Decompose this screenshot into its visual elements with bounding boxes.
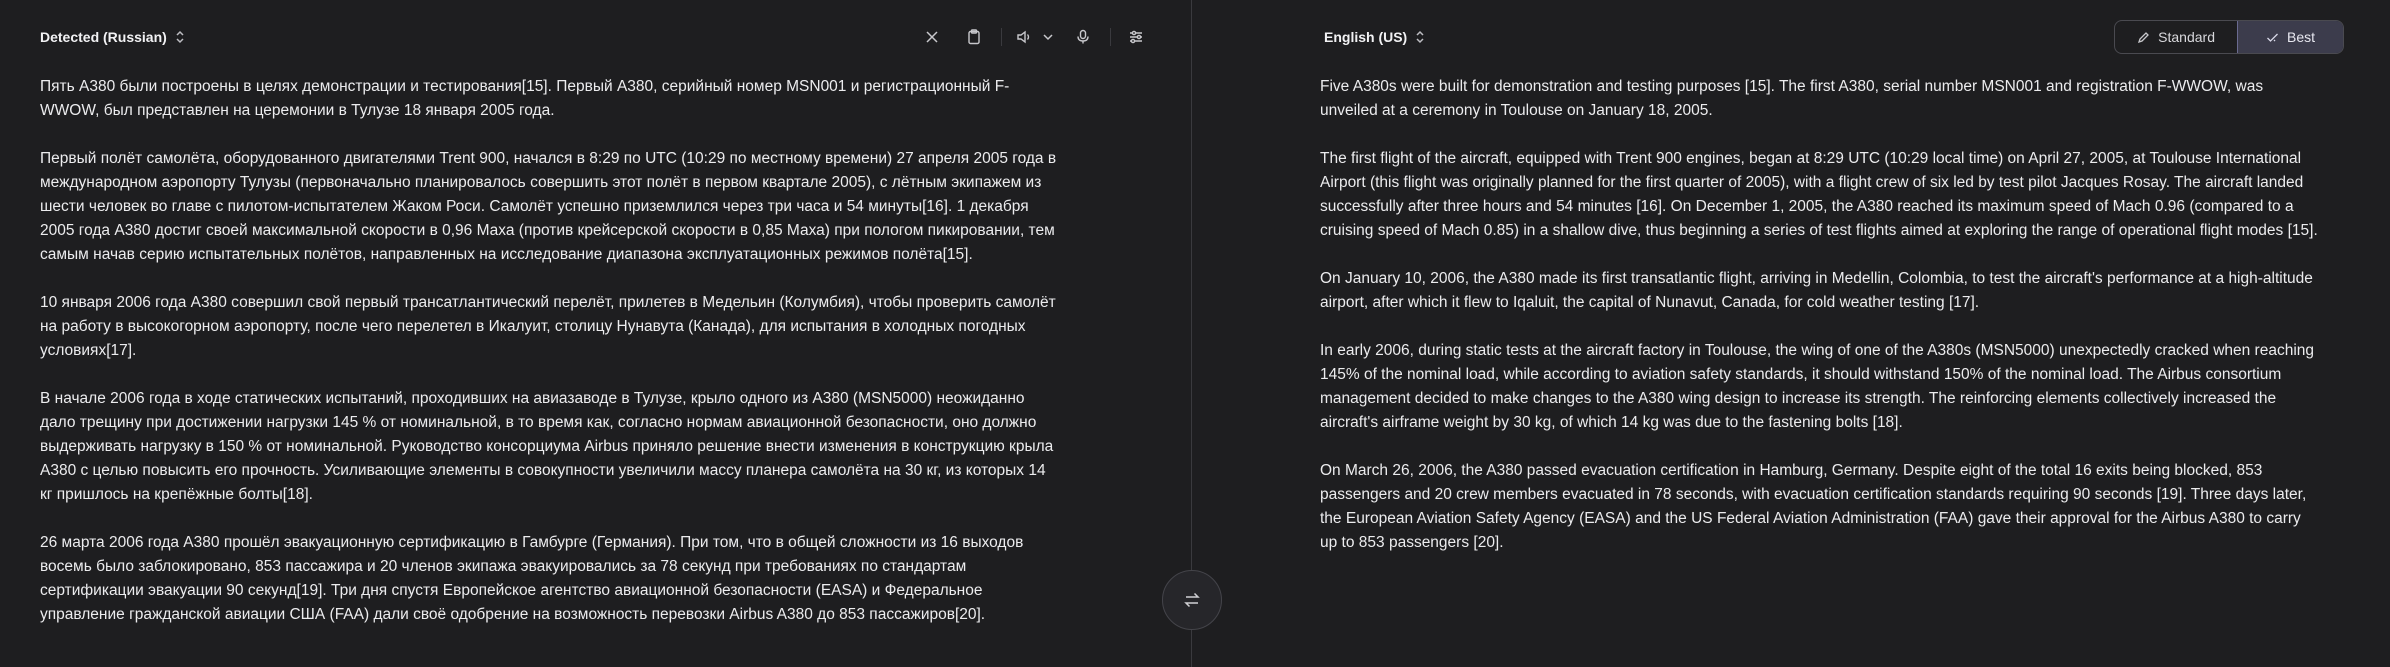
source-paragraph: 26 марта 2006 года A380 прошёл эвакуационную сертификацию в Гамбурге (Германия). При том, что в общей сложности из 16 выходов восемь было заблокировано, 853 пассажира и 20 членов экипажа эвакуировались за 78 секунд при требованиях по стандартам сертификации эвакуации 90 секунд[19]. Три дня спустя Европейское агентство авиационной безопасности (EASA) и Федеральное управление гражданской авиации США (FAA) дали своё одобрение на возможность перевозки Airbus A380 до 853 пассажиров[20].: [40, 534, 1024, 623]
microphone-button[interactable]: [1066, 22, 1100, 52]
target-language-select[interactable]: [1324, 29, 1425, 45]
clear-text-button[interactable]: [915, 22, 949, 52]
swap-arrows-icon: [1181, 589, 1203, 611]
speaker-icon: [1015, 28, 1033, 46]
copy-button[interactable]: [957, 22, 991, 52]
toolbar-divider: [1110, 28, 1111, 46]
target-header: [1324, 17, 1425, 57]
quality-mode-toggle: [2114, 20, 2344, 54]
toolbar-divider: [1001, 28, 1002, 46]
source-text-area[interactable]: [40, 75, 1060, 651]
voice-options-dropdown[interactable]: [1038, 22, 1058, 52]
source-paragraph: Пять A380 были построены в целях демонстрации и тестирования[15]. Первый A380, серийный номер MSN001 и регистрационный F-WWOW, был представлен на церемонии в Тулузе 18 января 2005 года.: [40, 78, 1010, 119]
settings-button[interactable]: [1119, 22, 1153, 52]
target-language-label: English (US): [1324, 29, 1408, 45]
source-pane: [0, 0, 1191, 667]
sparkle-check-icon: [2266, 31, 2279, 44]
source-paragraph: Первый полёт самолёта, оборудованного двигателями Trent 900, начался в 8:29 по UTC (10:29 по местному времени) 27 апреля 2005 года в международном аэропорту Тулузы (первоначально планировалось совершить этот полёт в первом квартале 2005), с лётным экипажем из шести человек во главе с пилотом-испытателем Жаком Роси. Самолёт успешно приземлился через три часа и 54 минуты[16]. 1 декабря 2005 года A380 достиг своей максимальной скорости в 0,96 Маха (против крейсерской скорости в 0,85 Маха) при пологом пикировании, тем самым начав серию испытательных полётов, направленных на исследование диапазона эксплуатационных режимов полёта[15].: [40, 150, 1057, 263]
chevron-up-down-icon: [1415, 29, 1425, 45]
clipboard-icon: [965, 28, 983, 46]
listen-button[interactable]: [1010, 22, 1038, 52]
standard-mode-label: Standard: [2158, 29, 2215, 45]
source-header: [40, 17, 185, 57]
target-paragraph: On March 26, 2006, the A380 passed evacuation certification in Hamburg, Germany. Despite eight of the total 16 exits being blocked, 853 passengers and 20 crew members evacuated in 78 seconds, with evacuation certification standards requiring 90 seconds [19]. Three days later, the European Aviation Safety Agency (EASA) and the US Federal Aviation Administration (FAA) gave their approval for the Airbus A380 to carry up to 853 passengers [20].: [1320, 462, 2307, 551]
source-language-select[interactable]: [40, 29, 185, 45]
source-paragraph: 10 января 2006 года A380 совершил свой первый трансатлантический перелёт, прилетев в Медельин (Колумбия), чтобы проверить самолёт на работу в высокогорном аэропорту, после чего перелетел в Икалуит, столицу Нунавута (Канада), для испытания в холодных погодных условиях[17].: [40, 294, 1056, 359]
target-paragraph: On January 10, 2006, the A380 made its first transatlantic flight, arriving in Medellin, Colombia, to test the aircraft's performance at a high-altitude airport, after which it flew to Iqaluit, the capital of Nunavut, Canada, for cold weather testing [17].: [1320, 270, 2313, 311]
source-language-label: Detected (Russian): [40, 29, 167, 45]
standard-mode-button[interactable]: [2115, 21, 2237, 53]
settings-sliders-icon: [1127, 28, 1145, 46]
chevron-down-icon: [1039, 28, 1057, 46]
target-paragraph: In early 2006, during static tests at the aircraft factory in Toulouse, the wing of one of the A380s (MSN5000) unexpectedly cracked when reaching 145% of the nominal load, while according to aviation safety standards, it should withstand 150% of the nominal load. The Airbus consortium management decided to make changes to the A380 wing design to increase its strength. The reinforcing elements collectively increased the aircraft's airframe weight by 30 kg, of which 14 kg was due to the fastening bolts [18].: [1320, 342, 2315, 431]
target-paragraph: The first flight of the aircraft, equipped with Trent 900 engines, began at 8:29 UTC (10:29 local time) on April 27, 2005, at Toulouse International Airport (this flight was originally planned for the first quarter of 2005), with a flight crew of six led by test pilot Jacques Rosay. The aircraft landed successfully after three hours and 54 minutes [16]. On December 1, 2005, the A380 reached its maximum speed of Mach 0.96 (compared to a cruising speed of Mach 0.85) in a shallow dive, thus beginning a series of test flights aimed at exploring the range of operational flight modes [15].: [1320, 150, 2318, 239]
source-toolbar: [907, 22, 1153, 52]
close-icon: [923, 28, 941, 46]
swap-languages-button[interactable]: [1162, 570, 1222, 630]
target-pane: [1192, 0, 2390, 667]
target-paragraph: Five A380s were built for demonstration and testing purposes [15]. The first A380, serial number MSN001 and registration F-WWOW, was unveiled at a ceremony in Toulouse on January 18, 2005.: [1320, 78, 2264, 119]
source-paragraph: В начале 2006 года в ходе статических испытаний, проходивших на авиазаводе в Тулузе, крыло одного из A380 (MSN5000) неожиданно дало трещину при достижении нагрузки 145 % от номинальной, в то время как, согласно нормам авиационной безопасности, оно должно выдерживать нагрузку в 150 % от номинальной. Руководство консорциума Airbus приняло решение внести изменения в конструкцию крыла A380 с целью повысить его прочность. Усиливающие элементы в совокупности увеличили массу планера самолёта на 30 кг, из которых 14 кг пришлось на крепёжные болты[18].: [40, 390, 1054, 503]
best-mode-label: Best: [2286, 29, 2315, 45]
chevron-up-down-icon: [175, 29, 185, 45]
best-mode-button[interactable]: [2237, 21, 2343, 53]
target-text-area: [1320, 75, 2320, 579]
microphone-icon: [1074, 28, 1092, 46]
pen-icon: [2137, 31, 2150, 44]
